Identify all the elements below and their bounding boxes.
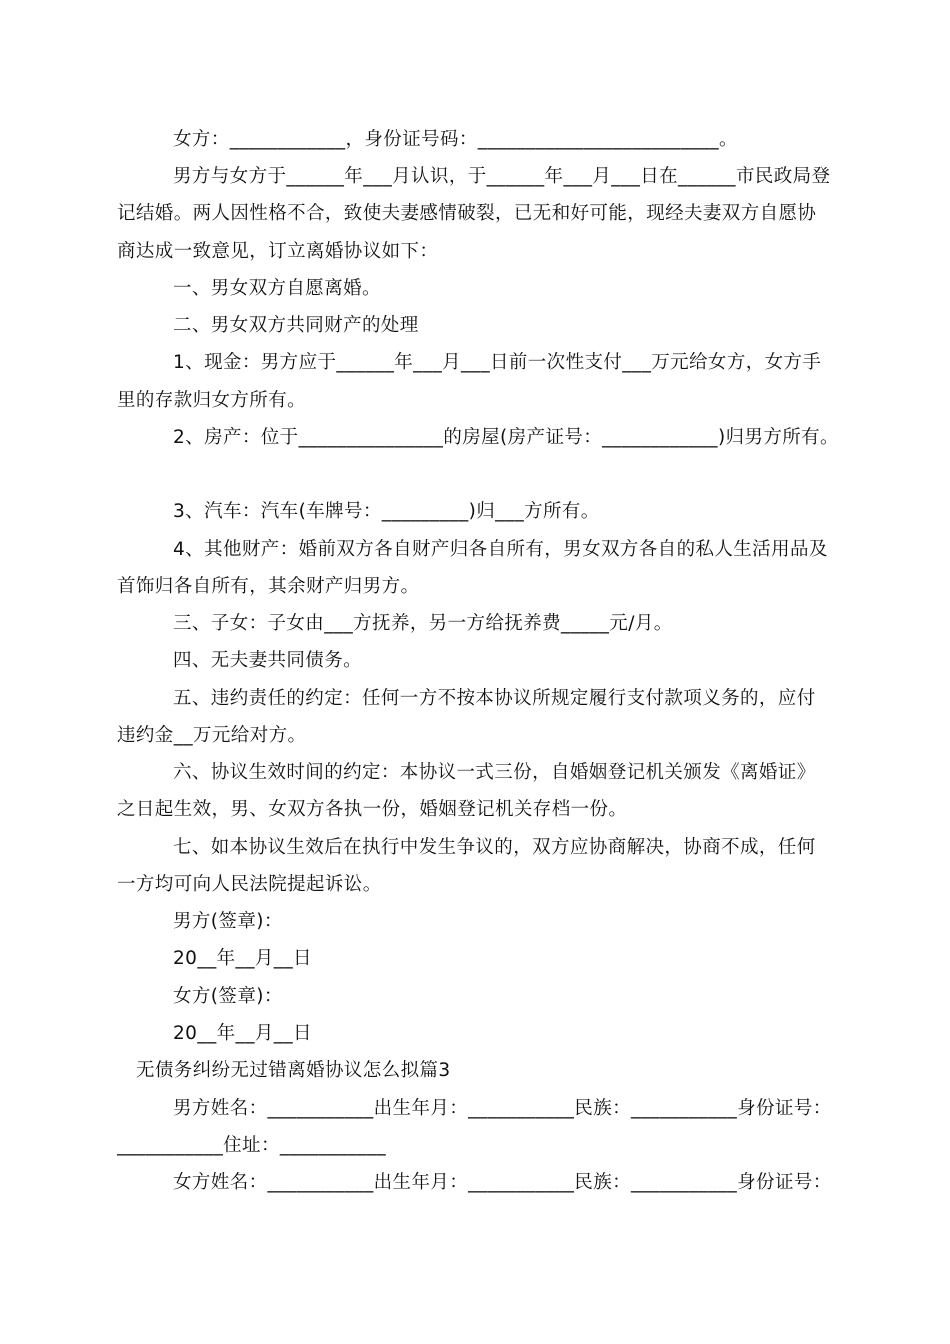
- female-signature-label: 女方(签章)：: [173, 986, 283, 1007]
- clause-2-heading: 二、男女双方共同财产的处理: [173, 315, 419, 336]
- breach-clause-line-1: 五、违约责任的约定：任何一方不按本协议所规定履行支付款项义务的，应付: [173, 688, 816, 709]
- debt-clause: 四、无夫妻共同债务。: [173, 650, 363, 671]
- marriage-paragraph-line-1: 男方与女方于______年___月认识，于______年___月___日在______市民政局登: [173, 166, 831, 187]
- male-signature-label: 男方(签章)：: [173, 911, 283, 932]
- male-info-line-2: ___________住址：___________: [117, 1135, 387, 1156]
- male-info-line-1: 男方姓名：___________出生年月：___________民族：___________身份证号：: [173, 1098, 832, 1119]
- breach-clause-line-2: 违约金__万元给对方。: [117, 725, 307, 746]
- clause-1: 一、男女双方自愿离婚。: [173, 278, 381, 299]
- effective-clause-line-1: 六、协议生效时间的约定：本协议一式三份，自婚姻登记机关颁发《离婚证》: [173, 762, 816, 783]
- female-info-line-1: 女方姓名：___________出生年月：___________民族：___________身份证号：: [173, 1172, 832, 1193]
- male-signature-date: 20__年__月__日: [173, 948, 312, 969]
- dispute-clause-line-1: 七、如本协议生效后在执行中发生争议的，双方应协商解决，协商不成，任何: [173, 837, 816, 858]
- children-clause: 三、子女：子女由___方抚养，另一方给抚养费_____元/月。: [173, 613, 673, 634]
- car-clause: 3、汽车：汽车(车牌号：_________)归___方所有。: [173, 501, 600, 522]
- effective-clause-line-2: 之日起生效，男、女双方各执一份，婚姻登记机关存档一份。: [117, 799, 628, 820]
- marriage-paragraph-line-3: 商达成一致意见，订立离婚协议如下：: [117, 241, 439, 262]
- section-heading: 无债务纠纷无过错离婚协议怎么拟篇3: [136, 1060, 451, 1081]
- other-property-line-1: 4、其他财产：婚前双方各自财产归各自所有，男女双方各自的私人生活用品及: [173, 539, 828, 560]
- female-signature-date: 20__年__月__日: [173, 1023, 312, 1044]
- female-party-id-line: 女方：____________，身份证号码：_________________________。: [173, 129, 738, 150]
- cash-clause-line-1: 1、现金：男方应于______年___月___日前一次性支付___万元给女方，女方手: [173, 352, 822, 373]
- other-property-line-2: 首饰归各自所有，其余财产归男方。: [117, 576, 420, 597]
- cash-clause-line-2: 里的存款归女方所有。: [117, 390, 307, 411]
- marriage-paragraph-line-2: 记结婚。两人因性格不合，致使夫妻感情破裂，已无和好可能，现经夫妻双方自愿协: [117, 203, 817, 224]
- dispute-clause-line-2: 一方均可向人民法院提起诉讼。: [117, 874, 382, 895]
- property-clause: 2、房产：位于_______________的房屋(房产证号：____________)归男方所有。: [173, 427, 839, 448]
